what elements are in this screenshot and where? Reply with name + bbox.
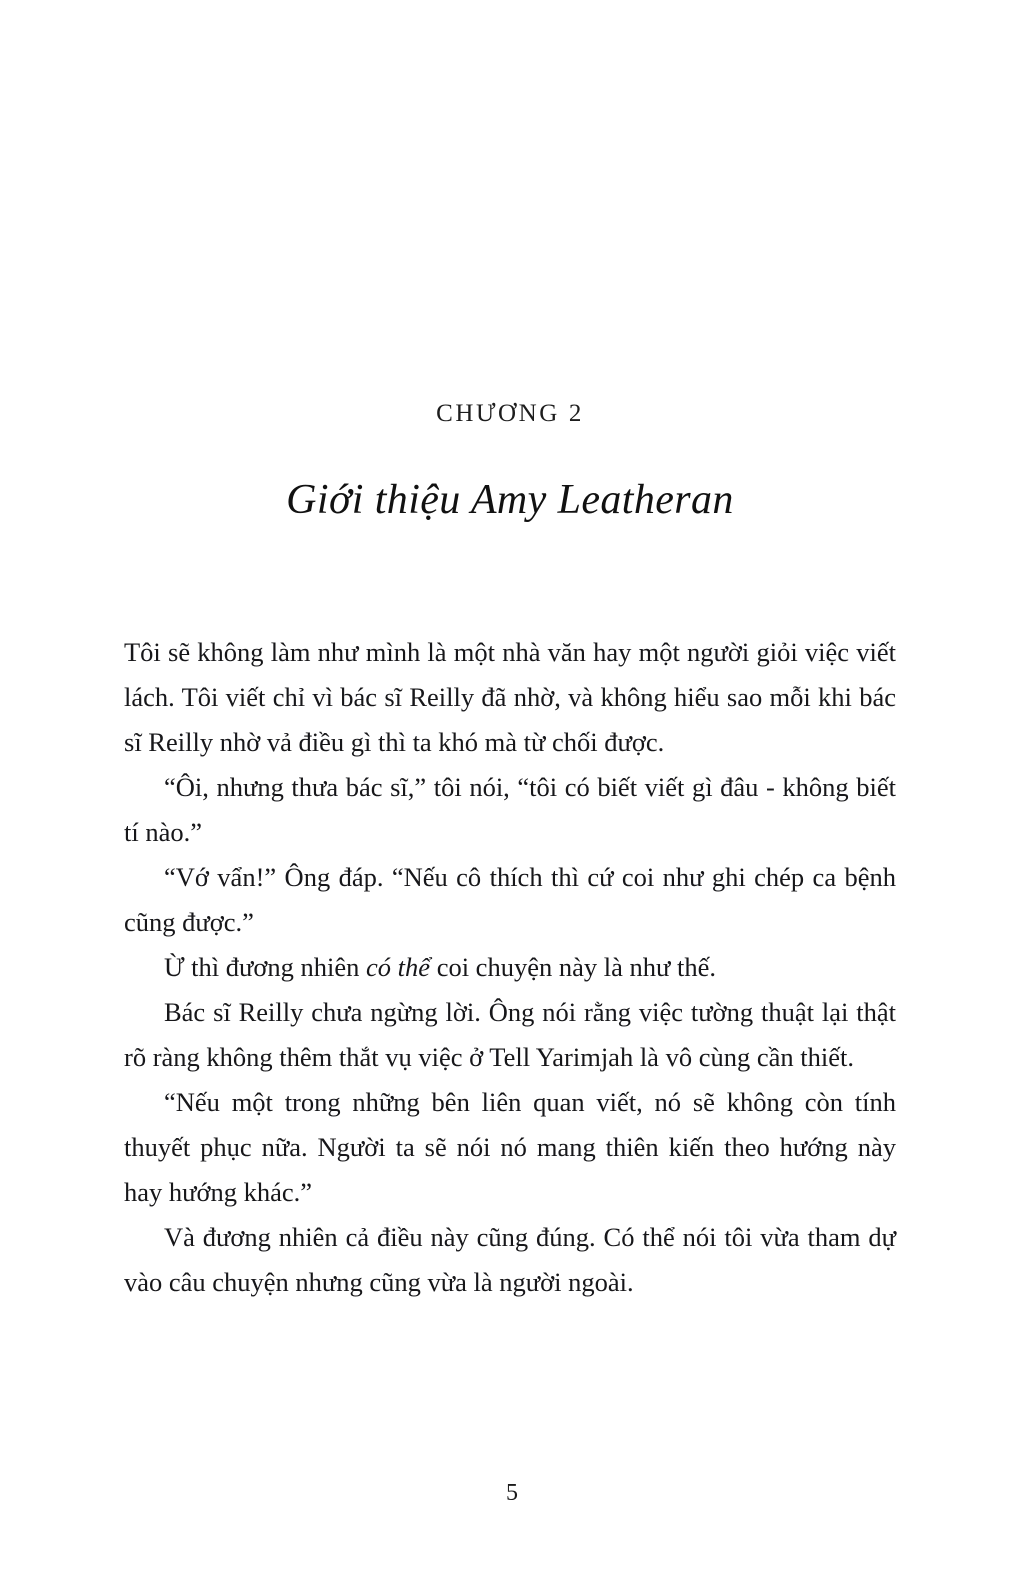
paragraph: [124, 945, 896, 990]
text-run: Bác sĩ Reilly chưa ngừng lời. Ông nói rằng việc tường thuật lại thật rõ ràng không thêm thắt vụ việc ở Tell Yarimjah là vô cùng cần thiết.: [124, 997, 896, 1072]
paragraph: [124, 1215, 896, 1305]
text-run: Tôi sẽ không làm như mình là một nhà văn hay một người giỏi việc viết lách. Tôi viết chỉ vì bác sĩ Reilly đã nhờ, và không hiểu sao mỗi khi bác sĩ Reilly nhờ vả điều gì thì ta khó mà từ chối được.: [124, 637, 896, 757]
text-run: coi chuyện này là như thế.: [430, 952, 716, 982]
page-number: 5: [506, 1480, 518, 1506]
paragraph: [124, 855, 896, 945]
paragraph: [124, 990, 896, 1080]
page-content: [124, 0, 896, 1305]
text-run: “Nếu một trong những bên liên quan viết, nó sẽ không còn tính thuyết phục nữa. Người ta sẽ nói nó mang thiên kiến theo hướng này hay hướng khác.”: [124, 1087, 896, 1207]
chapter-title: Giới thiệu Amy Leatheran: [286, 477, 734, 523]
body-text: [124, 630, 896, 1305]
chapter-label: CHƯƠNG 2: [436, 400, 584, 427]
text-run: Ừ thì đương nhiên: [164, 952, 367, 982]
emphasis-text: có thể: [366, 952, 431, 982]
paragraph: [124, 765, 896, 855]
text-run: “Ôi, nhưng thưa bác sĩ,” tôi nói, “tôi có biết viết gì đâu - không biết tí nào.”: [124, 772, 896, 847]
paragraph: [124, 1080, 896, 1215]
text-run: Và đương nhiên cả điều này cũng đúng. Có thể nói tôi vừa tham dự vào câu chuyện nhưng cũng vừa là người ngoài.: [124, 1222, 896, 1297]
text-run: “Vớ vẩn!” Ông đáp. “Nếu cô thích thì cứ coi như ghi chép ca bệnh cũng được.”: [124, 862, 896, 937]
paragraph: [124, 630, 896, 765]
